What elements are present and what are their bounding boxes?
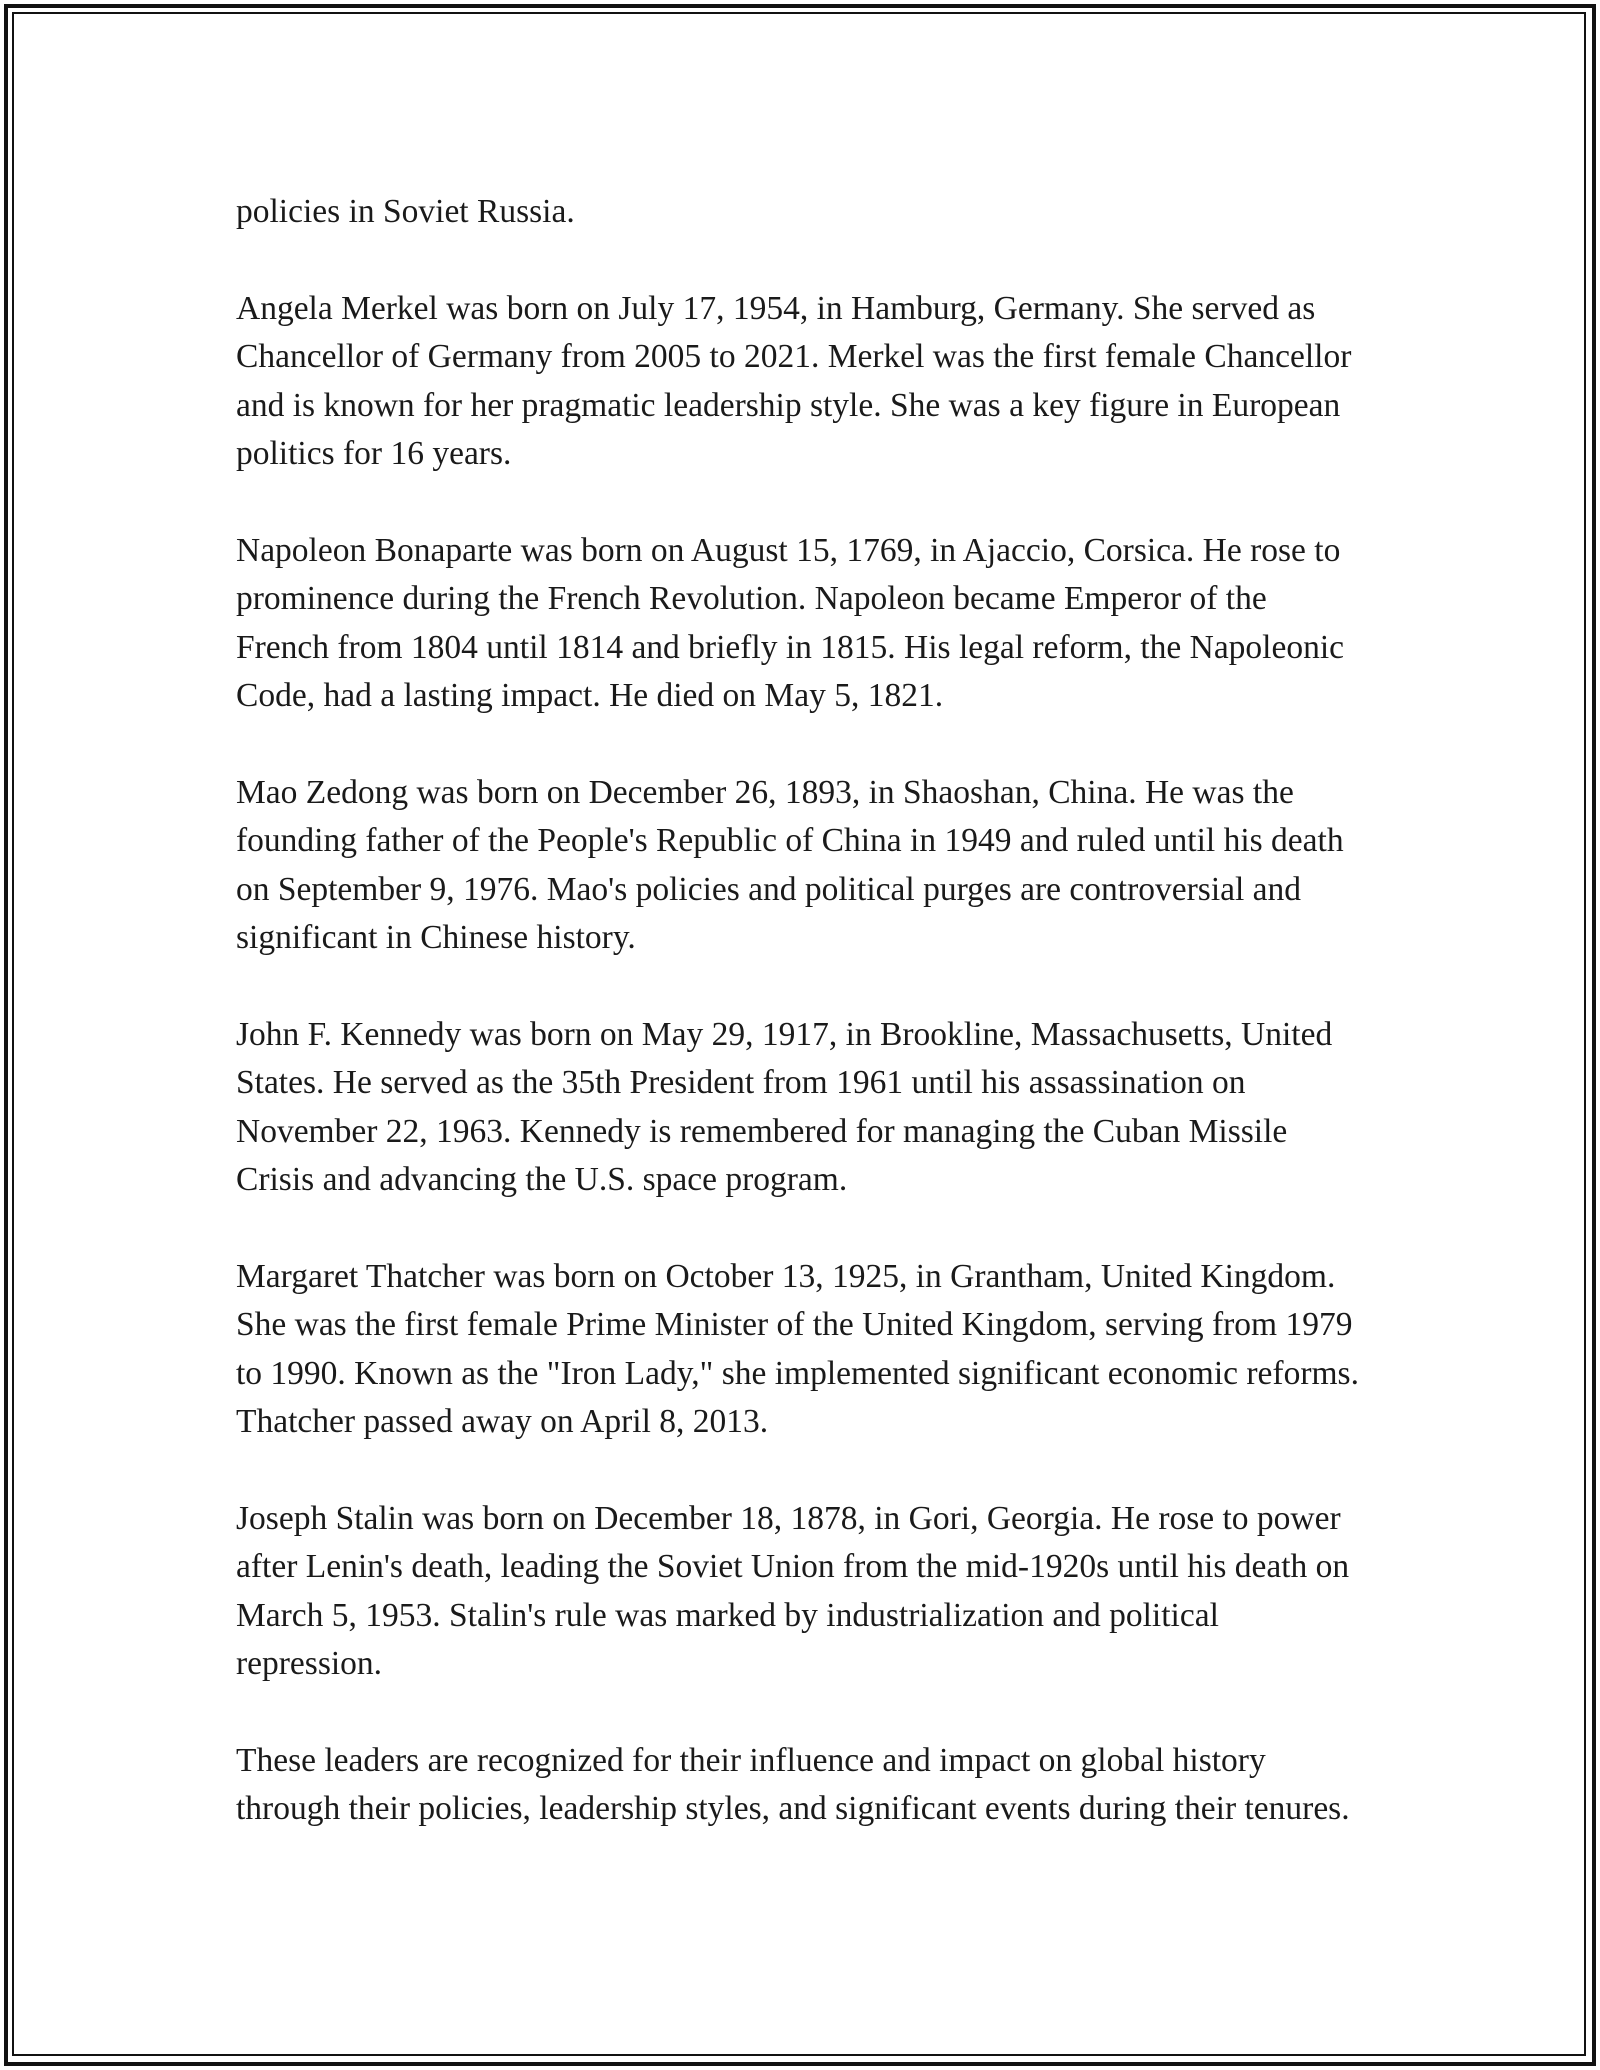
document-body [236,188,1366,1882]
paragraph-angela-merkel: Angela Merkel was born on July 17, 1954, in Hamburg, Germany. She served as Chancellor of Germany from 2005 to 2021. Merkel was the first female Chancellor and is known for her pragmatic leadership style. She was a key figure in European politics for 16 years. [236,289,1352,473]
paragraph-continuation: policies in Soviet Russia. [236,193,575,230]
paragraph-joseph-stalin: Joseph Stalin was born on December 18, 1878, in Gori, Georgia. He rose to power after Lenin's death, leading the Soviet Union from the mid-1920s until his death on March 5, 1953. Stalin's rule was marked by industrialization and political repression. [236,1499,1350,1683]
paragraph-mao-zedong: Mao Zedong was born on December 26, 1893, in Shaoshan, China. He was the founding father of the People's Republic of China in 1949 and ruled until his death on September 9, 1976. Mao's policies and political purges are controversial and significant in Chinese history. [236,773,1344,957]
paragraph-john-f-kennedy: John F. Kennedy was born on May 29, 1917, in Brookline, Massachusetts, United States. He served as the 35th President from 1961 until his assassination on November 22, 1963. Kennedy is remembered for managing the Cuban Missile Crisis and advancing the U.S. space program. [236,1015,1333,1199]
paragraph-napoleon-bonaparte: Napoleon Bonaparte was born on August 15, 1769, in Ajaccio, Corsica. He rose to prominence during the French Revolution. Napoleon became Emperor of the French from 1804 until 1814 and briefly in 1815. His legal reform, the Napoleonic Code, had a lasting impact. He died on May 5, 1821. [236,531,1345,715]
paragraph-conclusion: These leaders are recognized for their influence and impact on global history through their policies, leadership styles, and significant events during their tenures. [236,1741,1350,1828]
paragraph-margaret-thatcher: Margaret Thatcher was born on October 13, 1925, in Grantham, United Kingdom. She was the first female Prime Minister of the United Kingdom, serving from 1979 to 1990. Known as the "Iron Lady," she implemented significant economic reforms. Thatcher passed away on April 8, 2013. [236,1257,1359,1441]
